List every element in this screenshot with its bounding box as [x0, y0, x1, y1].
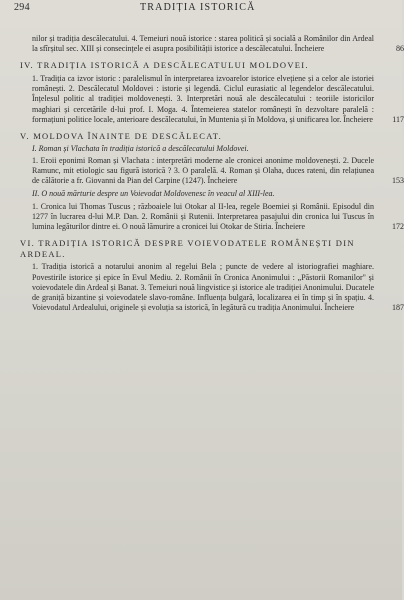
subsection-title: I. Roman și Vlachata în tradiția istorică a descălecatului Moldovei.	[32, 143, 249, 153]
page-number: 294	[14, 2, 30, 13]
toc-page-ref: 117	[392, 114, 404, 124]
toc-page-ref: 153	[392, 176, 404, 186]
toc-subsection-2	[20, 189, 404, 232]
subsection-title: II. O nouă mărturie despre un Voievodat Moldovenesc în veacul al XIII-lea.	[32, 189, 275, 199]
toc-section-vi	[20, 238, 404, 313]
toc-page-ref: 86	[396, 44, 404, 54]
toc-page-ref: 187	[392, 303, 404, 313]
section-title: V. MOLDOVA ÎNAINTE DE DESCĂLECAT.	[20, 131, 223, 142]
toc-entry-text: nilor și tradiția descălecatului. 4. Temeiuri nouă istorice : starea politică și socială a Românilor din Ardeal la sfîrșitul sec. XIII și consecințele ei asupra posibilității istorice a descălecatului. Încheiere	[32, 34, 374, 54]
section-title: VI. TRADIȚIA ISTORICĂ DESPRE VOIEVODATELE ROMÂNEȘTI DIN ARDEAL.	[20, 238, 355, 259]
running-title: TRADIȚIA ISTORICĂ	[140, 2, 256, 13]
subsection-text: 1. Eroii eponimi Roman și Vlachata : interpretări moderne ale cronicei anonime moldovenești. 2. Ducele Ramunc, mit etiologic sau figură istorică ? 3. O paralelă. 4. Roman și Olaha, duces rateni, din relațiunea de călătorie a fr. Giovanni da Pian del Carpine (1247). Încheiere	[32, 155, 374, 186]
page-header	[14, 2, 378, 16]
toc-entry-continued	[20, 34, 404, 54]
toc-section-v	[20, 131, 404, 232]
toc-section-iv	[20, 60, 404, 125]
toc-subsection-1	[20, 143, 404, 187]
subsection-text: 1. Cronica lui Thomas Tuscus ; războaiele lui Otokar al II-lea, regele Boemiei și Românii. Episodul din 1277 în lucrarea d-lui M.P. Dan. 2. Românii și Rutenii. Interpretarea pasajului din cronica lui Tuscus în lumina legăturilor dintre ei. O nouă lămurire a cronicei lui Otokar de Stiria. Încheiere	[32, 201, 374, 232]
section-title: IV. TRADIȚIA ISTORICĂ A DESCĂLECATULUI MOLDOVEI.	[20, 60, 309, 71]
table-of-contents	[20, 34, 404, 313]
section-text: 1. Tradiția ca izvor istoric : paralelismul în interpretarea izvoarelor istorice elvețiene și a celor ale istoriei românești. 2. Descălecatul Moldovei : istorie și legendă. Ciclul eurasiatic al legendelor descălecatului. Înțelesul politic al tradiției moldovenești. 3. Interpretări nouă ale descălecatului : teoriile istoricilor maghiari și cercetările d-lui prof. I. Moga. 4. Întemeierea statelor românești în dezvoltare paralelă : formațiuni politice locale, anterioare descălecatului, în Muntenia și în Moldova, și unificarea lor. Încheiere	[32, 74, 374, 124]
toc-page-ref: 172	[392, 222, 404, 232]
section-text: 1. Tradiția istorică a notarului anonim al regelui Bela ; puncte de vedere al istoriografiei maghiare. Povestirile istorice și epice în Evul Mediu. 2. Românii în Cronica Anonimului : „Păstorii Romanilor" și voievodatele din Ardeal și Banat. 3. Temeiuri nouă lingvistice și istorice ale tradiției Anonimului. Ducatele de graniță bizantine și voievodatele slavo-române. Influența bulgară, localizarea ei în timp și în spațiu. 4. Voievodatul Ardealului, originele și evoluția sa istorică, în legătură cu tradiția Anonimului. Încheiere	[32, 262, 374, 313]
